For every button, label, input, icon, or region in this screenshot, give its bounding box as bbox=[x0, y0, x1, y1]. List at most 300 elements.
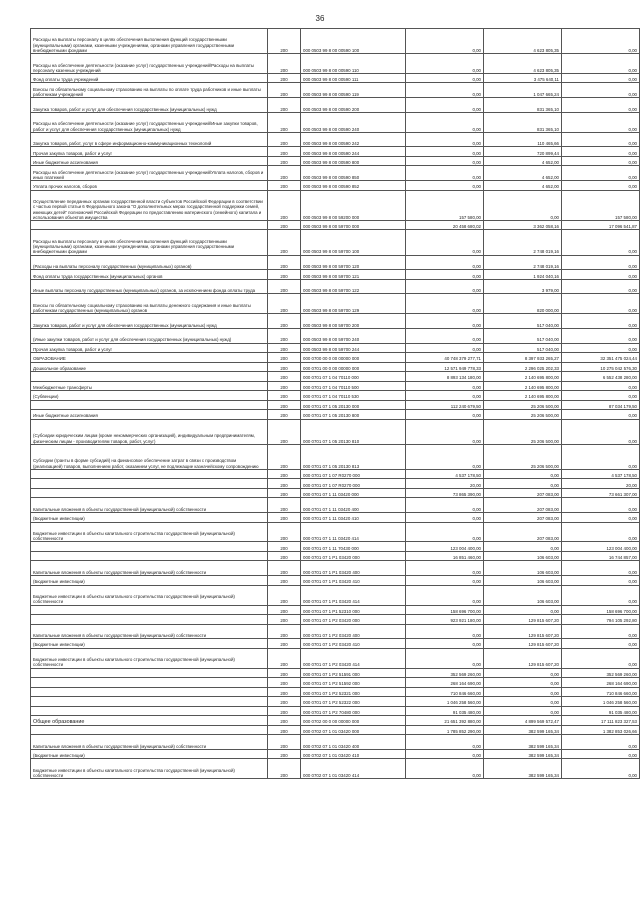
row-approved: 0,00 bbox=[406, 279, 484, 294]
row-name bbox=[31, 697, 268, 707]
row-code: 200 bbox=[268, 381, 301, 391]
row-classifier: 000 0701 07 1 04 70110 500 bbox=[301, 381, 406, 391]
table-row bbox=[31, 576, 640, 586]
row-approved: 0,00 bbox=[406, 73, 484, 83]
table-row bbox=[31, 391, 640, 401]
row-classifier: 000 0503 99 8 00 59200 000 bbox=[301, 190, 406, 220]
row-approved: 352 569 260,00 bbox=[406, 668, 484, 678]
row-classifier: 000 0701 07 1 P2 51592 000 bbox=[301, 678, 406, 688]
row-classifier: 000 0701 07 1 04 70110 530 bbox=[301, 391, 406, 401]
row-approved: 8 893 134 180,00 bbox=[406, 372, 484, 382]
row-unexecuted: 352 569 260,00 bbox=[562, 668, 640, 678]
row-executed: 1 924 040,16 bbox=[484, 270, 562, 280]
row-name: (Бюджетные инвестиции) bbox=[31, 749, 268, 759]
row-approved: 0,00 bbox=[406, 147, 484, 157]
table-row bbox=[31, 410, 640, 420]
row-classifier: 000 0701 07 1 P2 03420 400 bbox=[301, 624, 406, 639]
row-code: 200 bbox=[268, 522, 301, 542]
row-classifier: 000 0503 99 8 00 00590 242 bbox=[301, 132, 406, 147]
row-classifier: 000 0503 99 8 00 59700 122 bbox=[301, 279, 406, 294]
row-approved: 0,00 bbox=[406, 98, 484, 113]
row-name: Капитальные вложения в объекты государственной (муниципальной) собственности bbox=[31, 624, 268, 639]
row-approved: 123 004 400,00 bbox=[406, 542, 484, 552]
row-approved: 0,00 bbox=[406, 328, 484, 343]
row-approved: 268 164 690,00 bbox=[406, 678, 484, 688]
table-row bbox=[31, 479, 640, 489]
row-code: 200 bbox=[268, 488, 301, 498]
row-code: 200 bbox=[268, 353, 301, 363]
table-row bbox=[31, 156, 640, 166]
row-unexecuted: 0,00 bbox=[562, 624, 640, 639]
row-unexecuted: 10 275 042 576,30 bbox=[562, 362, 640, 372]
row-executed: 3 979,00 bbox=[484, 279, 562, 294]
row-executed: 207 083,00 bbox=[484, 488, 562, 498]
row-code: 200 bbox=[268, 759, 301, 779]
row-name: (Субвенции) bbox=[31, 391, 268, 401]
row-unexecuted: 794 105 292,80 bbox=[562, 615, 640, 625]
row-classifier: 000 0701 07 1 P1 03420 410 bbox=[301, 576, 406, 586]
row-classifier: 000 0503 99 8 00 59700 200 bbox=[301, 314, 406, 329]
row-classifier: 000 0701 07 1 05 20130 813 bbox=[301, 444, 406, 469]
row-unexecuted: 87 034 179,50 bbox=[562, 400, 640, 410]
row-executed: 3 362 058,16 bbox=[484, 220, 562, 230]
row-code: 200 bbox=[268, 166, 301, 181]
row-classifier: 000 0701 07 1 P2 03420 000 bbox=[301, 615, 406, 625]
row-approved: 0,00 bbox=[406, 444, 484, 469]
row-code: 200 bbox=[268, 668, 301, 678]
row-classifier: 000 0503 99 8 00 59700 100 bbox=[301, 230, 406, 255]
row-executed: 3 475 640,11 bbox=[484, 73, 562, 83]
row-unexecuted: 0,00 bbox=[562, 314, 640, 329]
row-approved: 0,00 bbox=[406, 112, 484, 132]
row-classifier: 000 0503 99 8 00 59700 121 bbox=[301, 270, 406, 280]
row-name: Расходы на обеспечение деятельности (оказание услуг) государственных учреждений/Иные закупки товаров, работ и услуг для обеспечения государственных (муниципальных) нужд bbox=[31, 112, 268, 132]
row-approved: 0,00 bbox=[406, 576, 484, 586]
table-row bbox=[31, 83, 640, 98]
row-executed: 382 599 165,34 bbox=[484, 725, 562, 735]
row-approved: 21 651 392 880,00 bbox=[406, 716, 484, 726]
row-code: 200 bbox=[268, 83, 301, 98]
row-approved: 0,00 bbox=[406, 522, 484, 542]
row-approved: 0,00 bbox=[406, 255, 484, 270]
row-unexecuted: 73 661 307,00 bbox=[562, 488, 640, 498]
row-approved: 0,00 bbox=[406, 230, 484, 255]
row-executed: 1 047 665,24 bbox=[484, 83, 562, 98]
row-approved: 0,00 bbox=[406, 314, 484, 329]
row-name: Субсидии (гранты в форме субсидий) на финансовое обеспечение затрат в связи с производством (реализацией) товаров, выполнением работ, оказанием услуг, не подлежащие казначейскому сопровождению bbox=[31, 444, 268, 469]
table-row bbox=[31, 551, 640, 561]
row-approved: 0,00 bbox=[406, 419, 484, 444]
row-code: 200 bbox=[268, 725, 301, 735]
row-unexecuted: 0,00 bbox=[562, 54, 640, 74]
row-name: Бюджетные инвестиции в объекты капитального строительства государственной (муниципальной) собственности bbox=[31, 648, 268, 668]
row-name bbox=[31, 668, 268, 678]
row-unexecuted: 710 846 660,00 bbox=[562, 687, 640, 697]
row-name: Закупка товаров, работ и услуг для обеспечения государственных (муниципальных) нужд bbox=[31, 98, 268, 113]
row-unexecuted: 268 164 690,00 bbox=[562, 678, 640, 688]
row-code: 200 bbox=[268, 279, 301, 294]
row-executed: 382 599 165,34 bbox=[484, 749, 562, 759]
row-name: (Иные закупки товаров, работ и услуг для обеспечения государственных (муниципальных) нужд) bbox=[31, 328, 268, 343]
row-name: Фонд оплаты труда государственных (муниципальных) органов bbox=[31, 270, 268, 280]
table-row bbox=[31, 697, 640, 707]
table-row bbox=[31, 372, 640, 382]
row-executed: 129 815 607,20 bbox=[484, 624, 562, 639]
row-name: Уплата прочих налогов, сборов bbox=[31, 181, 268, 191]
row-unexecuted: 0,00 bbox=[562, 410, 640, 420]
row-name: Иные бюджетные ассигнования bbox=[31, 410, 268, 420]
row-classifier: 000 0701 07 1 04 70110 000 bbox=[301, 372, 406, 382]
row-approved: 0,00 bbox=[406, 83, 484, 98]
row-executed: 382 599 165,34 bbox=[484, 735, 562, 750]
row-classifier: 000 0701 07 1 05 20130 810 bbox=[301, 419, 406, 444]
row-name: Межбюджетные трансферты bbox=[31, 381, 268, 391]
row-executed: 4 623 805,35 bbox=[484, 29, 562, 54]
row-approved: 12 571 949 778,33 bbox=[406, 362, 484, 372]
row-executed: 25 206 500,00 bbox=[484, 410, 562, 420]
row-classifier: 000 0701 07 1 P2 70480 000 bbox=[301, 706, 406, 716]
row-code: 200 bbox=[268, 181, 301, 191]
row-name: (Расходы на выплаты персоналу государственных (муниципальных) органов) bbox=[31, 255, 268, 270]
row-name: ОБРАЗОВАНИЕ bbox=[31, 353, 268, 363]
row-name bbox=[31, 372, 268, 382]
row-name: Капитальные вложения в объекты государственной (муниципальной) собственности bbox=[31, 498, 268, 513]
table-row bbox=[31, 706, 640, 716]
row-approved: 0,00 bbox=[406, 561, 484, 576]
row-executed: 0,00 bbox=[484, 190, 562, 220]
row-executed: 110 465,66 bbox=[484, 132, 562, 147]
row-unexecuted: 0,00 bbox=[562, 112, 640, 132]
row-executed: 25 206 500,00 bbox=[484, 419, 562, 444]
row-name: Бюджетные инвестиции в объекты капитального строительства государственной (муниципальной) собственности bbox=[31, 759, 268, 779]
row-classifier: 000 0503 99 8 00 59700 244 bbox=[301, 343, 406, 353]
row-approved: 0,00 bbox=[406, 391, 484, 401]
row-unexecuted: 0,00 bbox=[562, 419, 640, 444]
row-executed: 25 206 500,00 bbox=[484, 444, 562, 469]
row-unexecuted: 0,00 bbox=[562, 83, 640, 98]
row-classifier: 000 0503 99 8 00 59700 240 bbox=[301, 328, 406, 343]
row-executed: 207 083,00 bbox=[484, 498, 562, 513]
row-name bbox=[31, 542, 268, 552]
row-classifier: 000 0503 99 8 00 00590 110 bbox=[301, 54, 406, 74]
row-code: 200 bbox=[268, 328, 301, 343]
row-name: Закупка товаров, работ и услуг для обеспечения государственных (муниципальных) нужд bbox=[31, 314, 268, 329]
row-executed: 820 000,00 bbox=[484, 294, 562, 314]
row-approved: 0,00 bbox=[406, 270, 484, 280]
row-classifier: 000 0503 99 8 00 00590 244 bbox=[301, 147, 406, 157]
row-approved: 112 240 679,50 bbox=[406, 400, 484, 410]
row-name bbox=[31, 605, 268, 615]
budget-execution-table bbox=[30, 28, 640, 779]
table-row bbox=[31, 522, 640, 542]
row-code: 200 bbox=[268, 230, 301, 255]
row-unexecuted: 0,00 bbox=[562, 166, 640, 181]
row-unexecuted: 0,00 bbox=[562, 343, 640, 353]
row-unexecuted: 32 351 475 024,44 bbox=[562, 353, 640, 363]
row-classifier: 000 0701 00 0 00 00000 000 bbox=[301, 362, 406, 372]
row-code: 200 bbox=[268, 156, 301, 166]
table-row bbox=[31, 561, 640, 576]
row-unexecuted: 0,00 bbox=[562, 513, 640, 523]
row-unexecuted: 1 382 853 026,66 bbox=[562, 725, 640, 735]
row-name: Расходы на выплаты персоналу в целях обеспечения выполнения функций государственными (муниципальными) органами, казенными учреждениями, органами управления государственными внебюджетными фондами bbox=[31, 230, 268, 255]
row-code: 200 bbox=[268, 270, 301, 280]
row-code: 200 bbox=[268, 648, 301, 668]
row-executed: 2 748 019,16 bbox=[484, 255, 562, 270]
table-row bbox=[31, 716, 640, 726]
table-row bbox=[31, 147, 640, 157]
row-unexecuted: 0,00 bbox=[562, 648, 640, 668]
row-executed: 129 815 607,20 bbox=[484, 639, 562, 649]
row-executed: 720 899,44 bbox=[484, 147, 562, 157]
row-code: 200 bbox=[268, 419, 301, 444]
row-code: 200 bbox=[268, 112, 301, 132]
row-executed: 4 623 805,35 bbox=[484, 54, 562, 74]
row-name: Взносы по обязательному социальному страхованию на выплаты по оплате труда работников и иные выплаты работникам учреждений bbox=[31, 83, 268, 98]
table-row bbox=[31, 166, 640, 181]
row-name: Бюджетные инвестиции в объекты капитального строительства государственной (муниципальной) собственности bbox=[31, 585, 268, 605]
table-row bbox=[31, 112, 640, 132]
row-approved: 710 846 660,00 bbox=[406, 687, 484, 697]
row-code: 200 bbox=[268, 561, 301, 576]
table-row bbox=[31, 220, 640, 230]
row-code: 200 bbox=[268, 498, 301, 513]
row-code: 200 bbox=[268, 73, 301, 83]
table-row bbox=[31, 362, 640, 372]
table-row bbox=[31, 279, 640, 294]
table-row bbox=[31, 353, 640, 363]
row-classifier: 000 0701 07 1 P1 03420 400 bbox=[301, 561, 406, 576]
row-approved: 0,00 bbox=[406, 54, 484, 74]
row-approved: 16 851 460,00 bbox=[406, 551, 484, 561]
row-executed: 129 815 607,20 bbox=[484, 648, 562, 668]
row-classifier: 000 0702 07 1 01 03420 414 bbox=[301, 759, 406, 779]
table-row bbox=[31, 314, 640, 329]
row-name: Прочая закупка товаров, работ и услуг bbox=[31, 343, 268, 353]
row-unexecuted: 0,00 bbox=[562, 522, 640, 542]
row-name bbox=[31, 469, 268, 479]
row-name bbox=[31, 488, 268, 498]
row-name bbox=[31, 220, 268, 230]
row-executed: 4 652,00 bbox=[484, 156, 562, 166]
row-name: Бюджетные инвестиции в объекты капитального строительства государственной (муниципальной) собственности bbox=[31, 522, 268, 542]
row-code: 200 bbox=[268, 294, 301, 314]
row-classifier: 000 0503 99 8 00 00590 200 bbox=[301, 98, 406, 113]
row-executed: 831 365,10 bbox=[484, 112, 562, 132]
row-approved: 158 696 700,00 bbox=[406, 605, 484, 615]
row-classifier: 000 0701 07 1 11 03420 410 bbox=[301, 513, 406, 523]
table-row bbox=[31, 190, 640, 220]
row-approved: 0,00 bbox=[406, 156, 484, 166]
row-name: Дошкольное образование bbox=[31, 362, 268, 372]
row-name: Закупка товаров, работ, услуг в сфере информационно-коммуникационных технологий bbox=[31, 132, 268, 147]
row-executed: 0,00 bbox=[484, 697, 562, 707]
row-unexecuted: 0,00 bbox=[562, 759, 640, 779]
row-code: 200 bbox=[268, 362, 301, 372]
row-executed: 0,00 bbox=[484, 706, 562, 716]
row-classifier: 000 0701 07 1 P2 52322 000 bbox=[301, 697, 406, 707]
row-name: Иные бюджетные ассигнования bbox=[31, 156, 268, 166]
row-executed: 106 603,00 bbox=[484, 576, 562, 586]
row-classifier: 000 0503 99 8 00 59700 120 bbox=[301, 255, 406, 270]
row-code: 200 bbox=[268, 469, 301, 479]
row-unexecuted: 157 580,00 bbox=[562, 190, 640, 220]
row-code: 200 bbox=[268, 220, 301, 230]
row-approved: 20 458 680,02 bbox=[406, 220, 484, 230]
table-row bbox=[31, 230, 640, 255]
row-code: 200 bbox=[268, 678, 301, 688]
row-executed: 0,00 bbox=[484, 605, 562, 615]
row-name: Капитальные вложения в объекты государственной (муниципальной) собственности bbox=[31, 561, 268, 576]
row-approved: 0,00 bbox=[406, 381, 484, 391]
row-approved: 0,00 bbox=[406, 648, 484, 668]
row-approved: 0,00 bbox=[406, 181, 484, 191]
row-unexecuted: 0,00 bbox=[562, 73, 640, 83]
row-unexecuted: 0,00 bbox=[562, 279, 640, 294]
row-executed: 0,00 bbox=[484, 678, 562, 688]
row-code: 200 bbox=[268, 624, 301, 639]
row-unexecuted: 0,00 bbox=[562, 639, 640, 649]
row-executed: 517 040,00 bbox=[484, 343, 562, 353]
table-row bbox=[31, 98, 640, 113]
row-classifier: 000 0503 99 8 00 00590 800 bbox=[301, 156, 406, 166]
row-name: Общее образование bbox=[31, 716, 268, 726]
row-classifier: 000 0701 07 1 P2 52321 000 bbox=[301, 687, 406, 697]
table-row bbox=[31, 668, 640, 678]
row-unexecuted: 0,00 bbox=[562, 29, 640, 54]
row-unexecuted: 0,00 bbox=[562, 391, 640, 401]
row-approved: 0,00 bbox=[406, 759, 484, 779]
row-classifier: 000 0701 07 1 P2 51591 000 bbox=[301, 668, 406, 678]
row-approved: 0,00 bbox=[406, 132, 484, 147]
table-row bbox=[31, 381, 640, 391]
row-code: 200 bbox=[268, 132, 301, 147]
row-unexecuted: 17 111 823 327,53 bbox=[562, 716, 640, 726]
row-executed: 0,00 bbox=[484, 479, 562, 489]
row-unexecuted: 0,00 bbox=[562, 735, 640, 750]
row-code: 200 bbox=[268, 639, 301, 649]
row-approved: 157 580,00 bbox=[406, 190, 484, 220]
table-row bbox=[31, 759, 640, 779]
row-unexecuted: 0,00 bbox=[562, 381, 640, 391]
row-code: 200 bbox=[268, 706, 301, 716]
row-classifier: 000 0701 07 1 P1 03420 414 bbox=[301, 585, 406, 605]
row-unexecuted: 0,00 bbox=[562, 132, 640, 147]
row-code: 200 bbox=[268, 716, 301, 726]
row-classifier: 000 0701 07 1 P2 03420 410 bbox=[301, 639, 406, 649]
row-approved: 0,00 bbox=[406, 498, 484, 513]
row-classifier: 000 0702 00 0 00 00000 000 bbox=[301, 716, 406, 726]
row-approved: 0,00 bbox=[406, 294, 484, 314]
row-executed: 2 296 025 202,33 bbox=[484, 362, 562, 372]
row-code: 200 bbox=[268, 391, 301, 401]
row-classifier: 000 0701 07 1 11 03420 400 bbox=[301, 498, 406, 513]
row-unexecuted: 16 744 857,00 bbox=[562, 551, 640, 561]
row-executed: 0,00 bbox=[484, 469, 562, 479]
row-executed: 106 603,00 bbox=[484, 585, 562, 605]
row-unexecuted: 6 552 438 280,00 bbox=[562, 372, 640, 382]
row-code: 200 bbox=[268, 605, 301, 615]
row-code: 200 bbox=[268, 513, 301, 523]
row-classifier: 000 0701 07 1 P1 52310 000 bbox=[301, 605, 406, 615]
row-unexecuted: 0,00 bbox=[562, 147, 640, 157]
row-unexecuted: 0,00 bbox=[562, 270, 640, 280]
row-approved: 20,00 bbox=[406, 479, 484, 489]
row-classifier: 000 0701 07 1 P2 03420 414 bbox=[301, 648, 406, 668]
row-executed: 2 140 695 800,00 bbox=[484, 381, 562, 391]
row-unexecuted: 0,00 bbox=[562, 585, 640, 605]
row-approved: 1 046 258 560,00 bbox=[406, 697, 484, 707]
row-code: 200 bbox=[268, 576, 301, 586]
row-approved: 0,00 bbox=[406, 343, 484, 353]
row-name bbox=[31, 479, 268, 489]
row-classifier: 000 0701 07 1 07 R0270 000 bbox=[301, 469, 406, 479]
row-code: 200 bbox=[268, 551, 301, 561]
row-unexecuted: 0,00 bbox=[562, 156, 640, 166]
row-approved: 40 748 379 277,71 bbox=[406, 353, 484, 363]
row-executed: 106 603,00 bbox=[484, 551, 562, 561]
row-code: 200 bbox=[268, 735, 301, 750]
row-unexecuted: 0,00 bbox=[562, 255, 640, 270]
row-name: Расходы на обеспечение деятельности (оказание услуг) государственных учреждений/Расходы на выплаты персоналу казенных учреждений bbox=[31, 54, 268, 74]
row-classifier: 000 0503 99 8 00 00590 100 bbox=[301, 29, 406, 54]
row-unexecuted: 0,00 bbox=[562, 498, 640, 513]
row-executed: 4 652,00 bbox=[484, 181, 562, 191]
row-code: 200 bbox=[268, 410, 301, 420]
row-executed: 4 899 569 572,47 bbox=[484, 716, 562, 726]
table-row bbox=[31, 678, 640, 688]
table-row bbox=[31, 488, 640, 498]
table-row bbox=[31, 29, 640, 54]
row-code: 200 bbox=[268, 372, 301, 382]
row-executed: 2 748 019,16 bbox=[484, 230, 562, 255]
row-approved: 73 865 390,00 bbox=[406, 488, 484, 498]
row-classifier: 000 0701 07 1 07 R0270 000 bbox=[301, 479, 406, 489]
row-name bbox=[31, 678, 268, 688]
row-name: (Бюджетные инвестиции) bbox=[31, 513, 268, 523]
row-approved: 0,00 bbox=[406, 624, 484, 639]
row-name bbox=[31, 687, 268, 697]
row-executed: 8 397 933 265,27 bbox=[484, 353, 562, 363]
row-code: 200 bbox=[268, 343, 301, 353]
row-executed: 382 599 165,34 bbox=[484, 759, 562, 779]
row-executed: 106 603,00 bbox=[484, 561, 562, 576]
row-code: 200 bbox=[268, 687, 301, 697]
row-unexecuted: 91 035 480,00 bbox=[562, 706, 640, 716]
row-executed: 517 040,00 bbox=[484, 328, 562, 343]
row-approved: 0,00 bbox=[406, 29, 484, 54]
row-approved: 0,00 bbox=[406, 166, 484, 181]
row-executed: 0,00 bbox=[484, 668, 562, 678]
row-classifier: 000 0701 07 1 05 20130 800 bbox=[301, 410, 406, 420]
row-unexecuted: 17 096 541,87 bbox=[562, 220, 640, 230]
table-row bbox=[31, 585, 640, 605]
table-row bbox=[31, 624, 640, 639]
row-classifier: 000 0503 99 8 00 00590 850 bbox=[301, 166, 406, 181]
table-row bbox=[31, 419, 640, 444]
row-unexecuted: 0,00 bbox=[562, 444, 640, 469]
table-row bbox=[31, 513, 640, 523]
row-executed: 4 652,00 bbox=[484, 166, 562, 181]
table-row bbox=[31, 639, 640, 649]
row-approved: 4 537 178,50 bbox=[406, 469, 484, 479]
row-code: 200 bbox=[268, 585, 301, 605]
row-unexecuted: 0,00 bbox=[562, 749, 640, 759]
row-classifier: 000 0503 99 8 00 00590 119 bbox=[301, 83, 406, 98]
row-approved: 0,00 bbox=[406, 735, 484, 750]
row-unexecuted: 0,00 bbox=[562, 98, 640, 113]
row-code: 200 bbox=[268, 479, 301, 489]
